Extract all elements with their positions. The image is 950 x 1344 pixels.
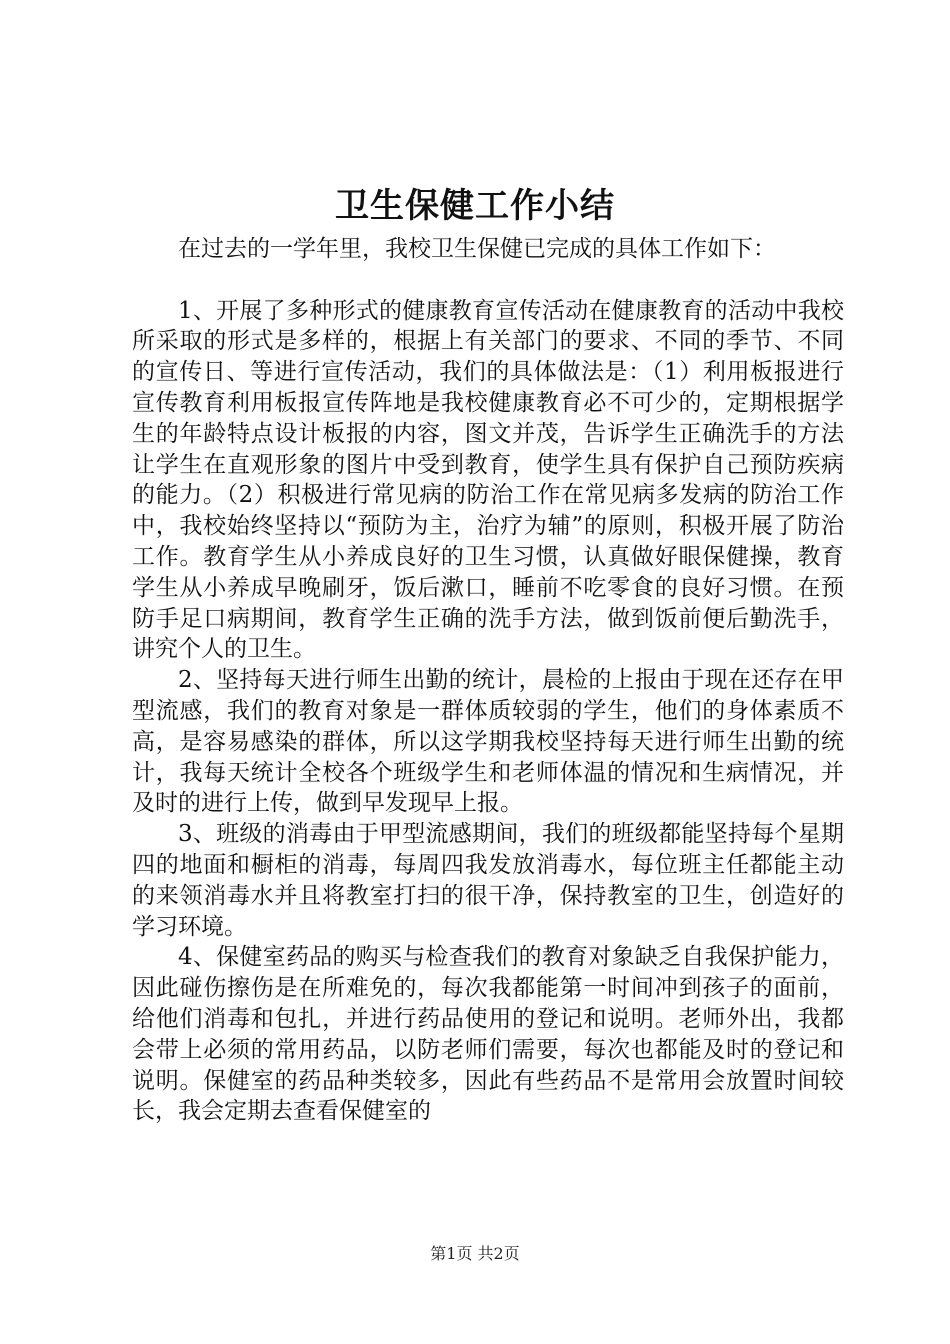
page-footer: 第1页 共2页	[430, 1244, 520, 1263]
intro-paragraph: 在过去的一学年里，我校卫生保健已完成的具体工作如下：	[178, 236, 776, 262]
document-title: 卫生保健工作小结	[335, 186, 615, 226]
paragraph-2: 2、坚持每天进行师生出勤的统计，晨检的上报由于现在还存在甲型流感，我们的教育对象是一群体质较弱的学生，他们的身体素质不高，是容易感染的群体，所以这学期我校坚持每天进行师生出勤的统计，我每天统计全校各个班级学生和老师体温的情况和生病情况，并及时的进行上传，做到早发现早上报。	[132, 667, 844, 817]
paragraph-4: 4、保健室药品的购买与检查我们的教育对象缺乏自我保护能力，因此碰伤擦伤是在所难免的，每次我都能第一时间冲到孩子的面前，给他们消毒和包扎，并进行药品使用的登记和说明。老师外出，我都会带上必须的常用药品，以防老师们需要，每次也都能及时的登记和说明。保健室的药品种类较多，因此有些药品不是常用会放置时间较长，我会定期去查看保健室的	[132, 944, 844, 1125]
document-body	[132, 234, 844, 1127]
paragraph-3: 3、班级的消毒由于甲型流感期间，我们的班级都能坚持每个星期四的地面和橱柜的消毒，每周四我发放消毒水，每位班主任都能主动的来领消毒水并且将教室打扫的很干净，保持教室的卫生，创造好的学习环境。	[132, 821, 844, 940]
paragraph-1: 1、开展了多种形式的健康教育宣传活动在健康教育的活动中我校所采取的形式是多样的，根据上有关部门的要求、不同的季节、不同的宣传日、等进行宣传活动，我们的具体做法是：（1）利用板报进行宣传教育利用板报宣传阵地是我校健康教育必不可少的，定期根据学生的年龄特点设计板报的内容，图文并茂，告诉学生正确洗手的方法让学生在直观形象的图片中受到教育，使学生具有保护自己预防疾病的能力。（2）积极进行常见病的防治工作在常见病多发病的防治工作中，我校始终坚持以“预防为主，治疗为辅”的原则，积极开展了防治工作。教育学生从小养成良好的卫生习惯，认真做好眼保健操，教育学生从小养成早晚刷牙，饭后漱口，睡前不吃零食的良好习惯。在预防手足口病期间，教育学生正确的洗手方法，做到饭前便后勤洗手，讲究个人的卫生。	[132, 297, 844, 663]
